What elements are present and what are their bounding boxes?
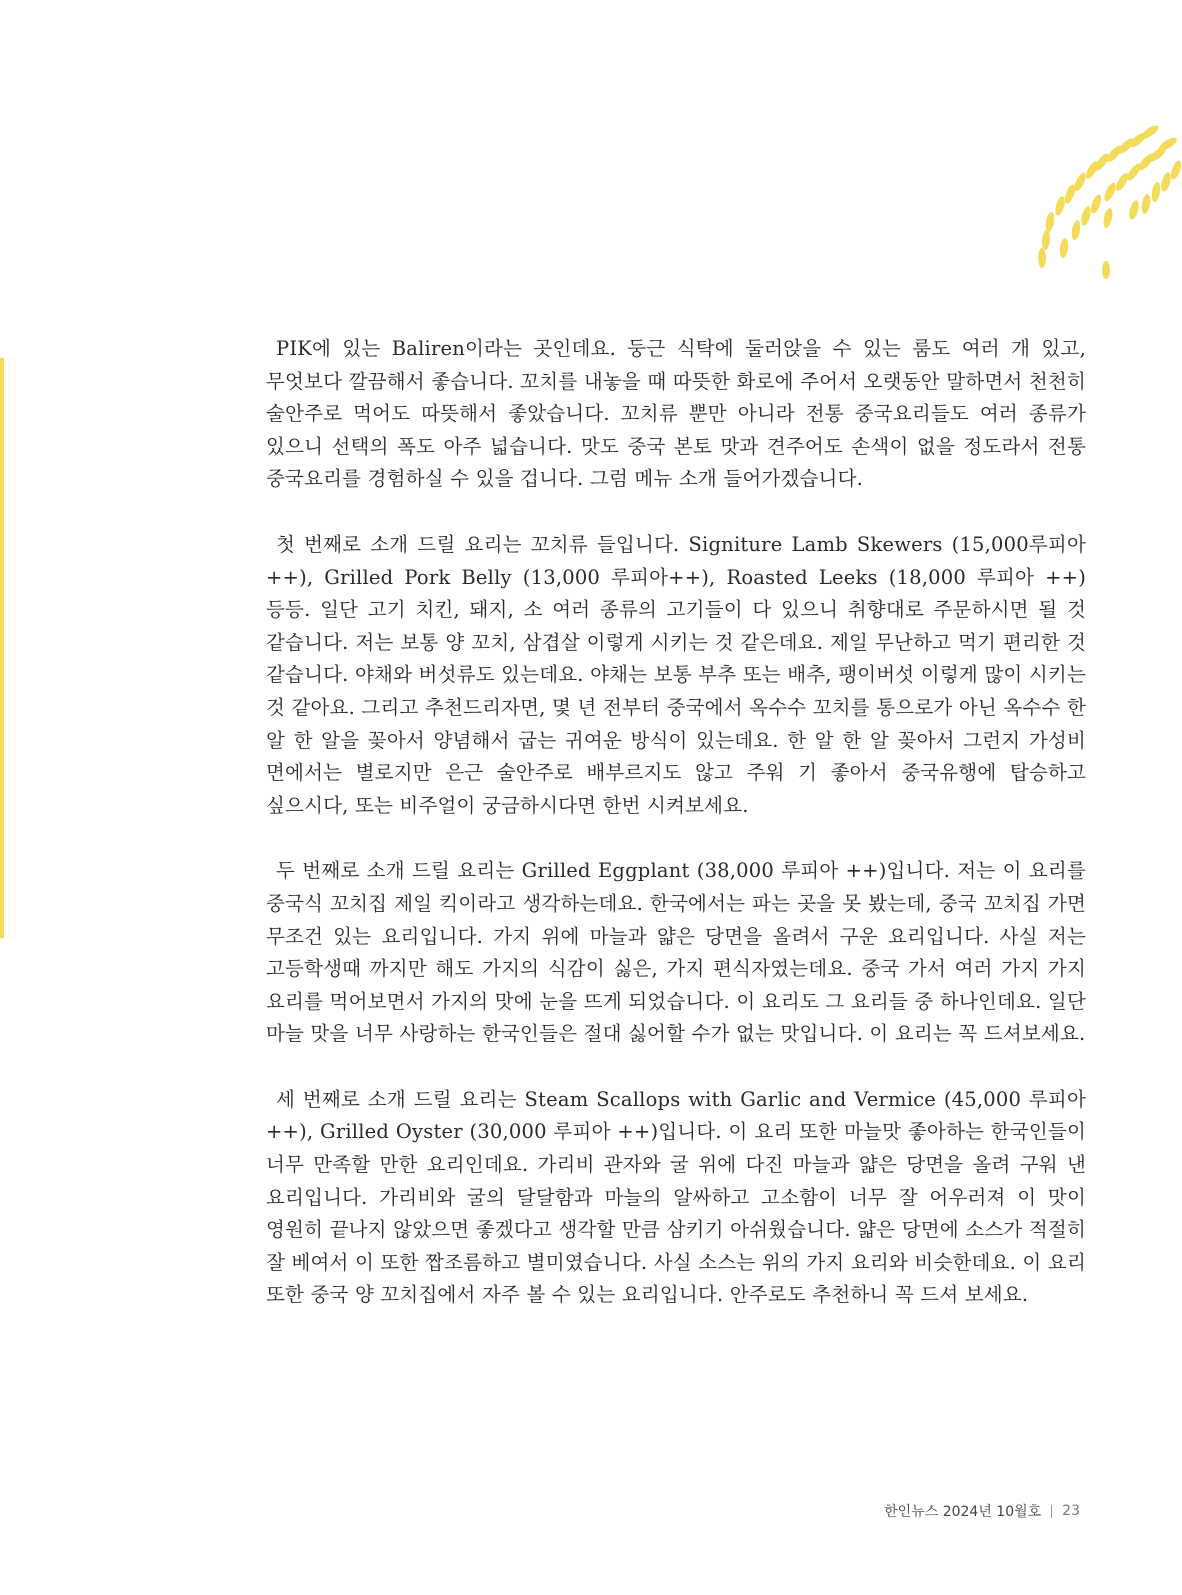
page-footer <box>884 1501 1080 1521</box>
paragraph-intro: PIK에 있는 Baliren이라는 곳인데요. 둥근 식탁에 둘러앉을 수 있는 룸도 여러 개 있고, 무엇보다 깔끔해서 좋습니다. 꼬치를 내놓을 때 따뜻한 화로에 주어서 오랫동안 말하면서 천천히 술안주로 먹어도 따뜻해서 좋았습니다. 꼬치류 뿐만 아니라 전통 중국요리들도 여러 종류가 있으니 선택의 폭도 아주 넓습니다. 맛도 중국 본토 맛과 견주어도 손색이 없을 정도라서 전통 중국요리를 경험하실 수 있을 겁니다. 그럼 메뉴 소개 들어가겠습니다. <box>266 337 1086 491</box>
rice-stalk-icon <box>1030 110 1182 290</box>
page-number: 23 <box>1062 1503 1080 1519</box>
accent-side-bar <box>0 358 4 938</box>
paragraph-skewers: 첫 번째로 소개 드릴 요리는 꼬치류 들입니다. Signiture Lamb Skewers (15,000루피아 ++), Grilled Pork Belly (13,000 루피아++), Roasted Leeks (18,000 루피아 ++) 등등. 일단 고기 치킨, 돼지, 소 여러 종류의 고기들이 다 있으니 취향대로 주문하시면 될 것 같습니다. 저는 보통 양 꼬치, 삼겹살 이렇게 시키는 것 같은데요. 제일 무난하고 먹기 편리한 것 같습니다. 야채와 버섯류도 있는데요. 야채는 보통 부추 또는 배추, 팽이버섯 이렇게 많이 시키는 것 같아요. 그리고 추천드리자면, 몇 년 전부터 중국에서 옥수수 꼬치를 통으로가 아닌 옥수수 한 알 한 알을 꽂아서 양념해서 굽는 귀여운 방식이 있는데요. 한 알 한 알 꽂아서 그런지 가성비 면에서는 별로지만 은근 술안주로 배부르지도 않고 주워 기 좋아서 중국유행에 탑승하고 싶으시다, 또는 비주얼이 궁금하시다면 한번 시켜보세요. <box>266 532 1086 817</box>
article-body <box>266 333 1086 1345</box>
footer-divider <box>1051 1505 1052 1518</box>
paragraph-eggplant: 두 번째로 소개 드릴 요리는 Grilled Eggplant (38,000 루피아 ++)입니다. 저는 이 요리를 중국식 꼬치집 제일 킥이라고 생각하는데요. 한국에서는 파는 곳을 못 봤는데, 중국 꼬치집 가면 무조건 있는 요리입니다. 가지 위에 마늘과 얇은 당면을 올려서 구운 요리입니다. 사실 저는 고등학생때 까지만 해도 가지의 식감이 싫은, 가지 편식자였는데요. 중국 가서 여러 가지 가지 요리를 먹어보면서 가지의 맛에 눈을 뜨게 되었습니다. 이 요리도 그 요리들 중 하나인데요. 일단 마늘 맛을 너무 사랑하는 한국인들은 절대 싫어할 수가 없는 맛입니다. 이 요리는 꼭 드셔보세요. <box>266 859 1086 1046</box>
publication-title: 한인뉴스 2024년 10월호 <box>884 1504 1042 1520</box>
paragraph-scallops: 세 번째로 소개 드릴 요리는 Steam Scallops with Garlic and Vermice (45,000 루피아 ++), Grilled Oyster (30,000 루피아 ++)입니다. 이 요리 또한 마늘맛 좋아하는 한국인들이 너무 만족할 만한 요리인데요. 가리비 관자와 굴 위에 다진 마늘과 얇은 당면을 올려 구워 낸 요리입니다. 가리비와 굴의 달달함과 마늘의 알싸하고 고소함이 너무 잘 어우러져 이 맛이 영원히 끝나지 않았으면 좋겠다고 생각할 만큼 삼키기 아쉬웠습니다. 얇은 당면에 소스가 적절히 잘 베여서 이 또한 짭조름하고 별미였습니다. 사실 소스는 위의 가지 요리와 비슷한데요. 이 요리 또한 중국 양 꼬치집에서 자주 볼 수 있는 요리입니다. 안주로도 추천하니 꼭 드셔 보세요. <box>266 1087 1086 1307</box>
